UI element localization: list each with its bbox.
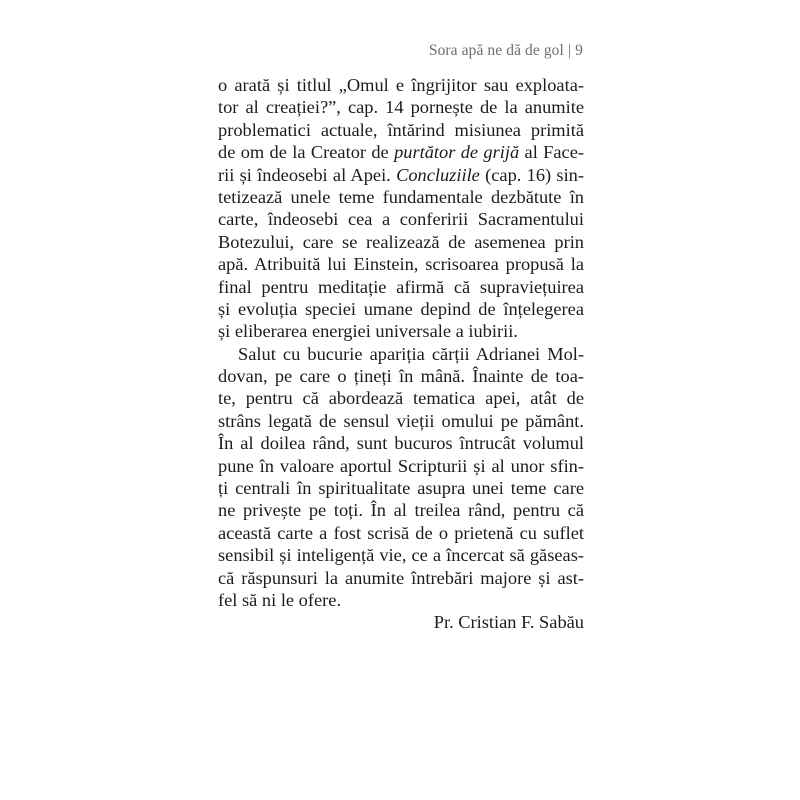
text-run: final pentru meditație afirmă că supraviețuirea (218, 276, 584, 297)
text-run: Botezului, care se realizează de asemenea prin (218, 231, 584, 252)
text-run: al Face- (519, 142, 585, 163)
text-run: problematici actuale, întărind misiunea primită (218, 119, 584, 140)
text-line (218, 544, 584, 566)
text-line (218, 298, 584, 320)
text-line (218, 477, 584, 499)
text-line (218, 432, 584, 454)
text-line (218, 74, 584, 96)
italic-text: purtător de grijă (394, 142, 520, 163)
text-run: carte, îndeosebi cea a conferirii Sacramentului (218, 209, 584, 230)
text-run: că răspunsuri la anumite întrebări majore și ast- (218, 567, 584, 588)
text-line (218, 164, 584, 186)
body-text (218, 74, 584, 634)
text-run: ne privește pe toți. În al treilea rând, pentru că (218, 500, 584, 521)
text-run: și eliberarea energiei universale a iubirii. (218, 321, 518, 342)
text-run: o arată și titlul „Omul e îngrijitor sau exploata- (218, 75, 584, 95)
text-run: ți centrali în spiritualitate asupra unei teme care (218, 478, 584, 499)
text-run: În al doilea rând, sunt bucuros întrucât volumul (218, 433, 584, 454)
text-run: fel să ni le ofere. (218, 589, 342, 610)
text-line (218, 343, 584, 365)
italic-text: Concluziile (396, 164, 480, 185)
text-line (218, 253, 584, 275)
text-run: pune în valoare aportul Scripturii și al unor sfin- (218, 455, 584, 476)
running-header-separator: | (567, 42, 572, 59)
paragraph (218, 343, 584, 612)
text-run: (cap. 16) sin- (479, 164, 585, 185)
text-run: te, pentru că abordează tematica apei, atât de (218, 388, 584, 409)
running-header-title: Sora apă ne dă de gol (428, 42, 564, 59)
text-line (218, 186, 584, 208)
text-run: și evoluția speciei umane depind de înțelegerea (218, 298, 584, 319)
text-line (218, 522, 584, 544)
page-number: 9 (575, 42, 583, 59)
paragraph (218, 74, 584, 343)
text-run: tor al creației?”, cap. 14 pornește de la anumite (218, 97, 584, 118)
text-run: rii și îndeosebi al Apei. (218, 164, 397, 185)
text-line (218, 365, 584, 387)
text-line (218, 320, 584, 342)
paragraphs-container (218, 74, 584, 611)
text-line (218, 589, 584, 611)
text-run: tetizează unele teme fundamentale dezbătute în (218, 186, 584, 207)
text-run: Salut cu bucurie apariția cărții Adrianei Mol- (238, 343, 584, 364)
text-run: apă. Atribuită lui Einstein, scrisoarea propusă la (218, 254, 584, 275)
text-run: sensibil și inteligență vie, ce a încercat să găseas- (218, 545, 584, 566)
text-line (218, 96, 584, 118)
text-line (218, 141, 584, 163)
signature: Pr. Cristian F. Sabău (433, 612, 584, 633)
text-line (218, 455, 584, 477)
text-line (218, 410, 584, 432)
text-run: de om de la Creator de (218, 142, 395, 163)
text-line (218, 231, 584, 253)
text-line (218, 387, 584, 409)
running-header (429, 42, 583, 60)
text-run: această carte a fost scrisă de o prietenă cu suflet (218, 522, 584, 543)
text-line (218, 567, 584, 589)
text-run: dovan, pe care o țineți în mână. Înainte de toa- (218, 366, 584, 387)
text-line (218, 276, 584, 298)
text-run: strâns legată de sensul vieții omului pe pământ. (218, 410, 584, 431)
text-line (218, 119, 584, 141)
text-line (218, 208, 584, 230)
text-line (218, 499, 584, 521)
